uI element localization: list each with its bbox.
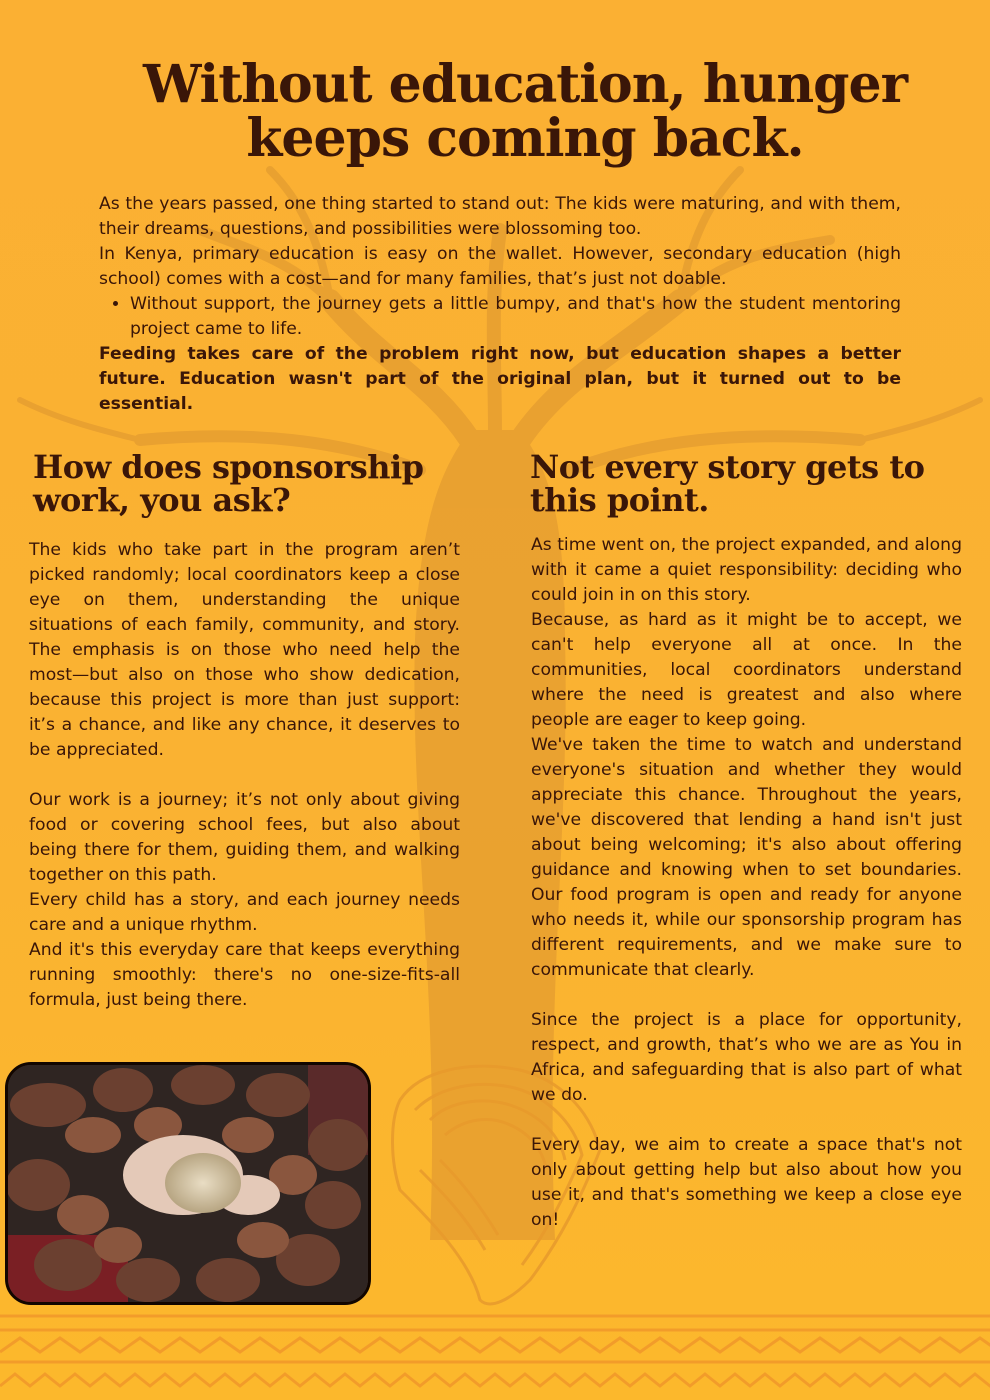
- intro-bullet-item: • Without support, the journey gets a little bumpy, and that's how the student mentoring project came to life.: [130, 292, 901, 342]
- right-paragraph-1: As time went on, the project expanded, and along with it came a quiet responsibility: deciding who could join in on this story.: [531, 535, 962, 605]
- page-title: Without education, hunger keeps coming back.: [142, 54, 907, 169]
- intro-bold-statement: Feeding takes care of the problem right now, but education shapes a better future. Education wasn't part of the original plan, but it turned out to be essential.: [99, 344, 901, 414]
- right-heading: Not every story gets to this point.: [530, 448, 925, 519]
- left-column: [29, 538, 460, 1013]
- left-paragraph-2: Our work is a journey; it’s not only about giving food or covering school fees, but also about being there for them, guiding them, and walking together on this path.: [29, 790, 460, 885]
- right-paragraph-3: We've taken the time to watch and understand everyone's situation and whether they would appreciate this chance. Throughout the years, we've discovered that lending a hand isn't just about being welcoming; it's also about offering guidance and knowing when to set boundaries. Our food program is open and ready for anyone who needs it, while our sponsorship program has different requirements, and we make sure to communicate that clearly.: [531, 735, 962, 980]
- left-heading: How does sponsorship work, you ask?: [33, 448, 424, 519]
- right-paragraph-4: Since the project is a place for opportunity, respect, and growth, that’s who we are as You in Africa, and safeguarding that is also part of what we do.: [531, 1010, 962, 1105]
- intro-paragraph-1: As the years passed, one thing started to stand out: The kids were maturing, and with them, their dreams, questions, and possibilities were blossoming too.: [99, 194, 901, 239]
- left-paragraph-4: And it's this everyday care that keeps everything running smoothly: there's no one-size-fits-all formula, just being there.: [29, 940, 460, 1010]
- hands-holding-grain-photo: [5, 1062, 371, 1305]
- right-paragraph-5: Every day, we aim to create a space that's not only about getting help but also about how you use it, and that's something we keep a close eye on!: [531, 1135, 962, 1230]
- intro-bullet-list: [99, 292, 901, 342]
- intro-paragraph-2: In Kenya, primary education is easy on the wallet. However, secondary education (high school) comes with a cost—and for many families, that’s just not doable.: [99, 244, 901, 289]
- left-paragraph-3: Every child has a story, and each journey needs care and a unique rhythm.: [29, 890, 460, 935]
- right-paragraph-2: Because, as hard as it might be to accept, we can't help everyone all at once. In the communities, local coordinators understand where the need is greatest and also where people are eager to keep going.: [531, 610, 962, 730]
- right-column: [531, 533, 962, 1233]
- intro-section: [99, 192, 901, 417]
- left-paragraph-1: The kids who take part in the program aren’t picked randomly; local coordinators keep a close eye on them, understanding the unique situations of each family, community, and story. The emphasis is on those who need help the most—but also on those who show dedication, because this project is more than just support: it’s a chance, and like any chance, it deserves to be appreciated.: [29, 540, 460, 760]
